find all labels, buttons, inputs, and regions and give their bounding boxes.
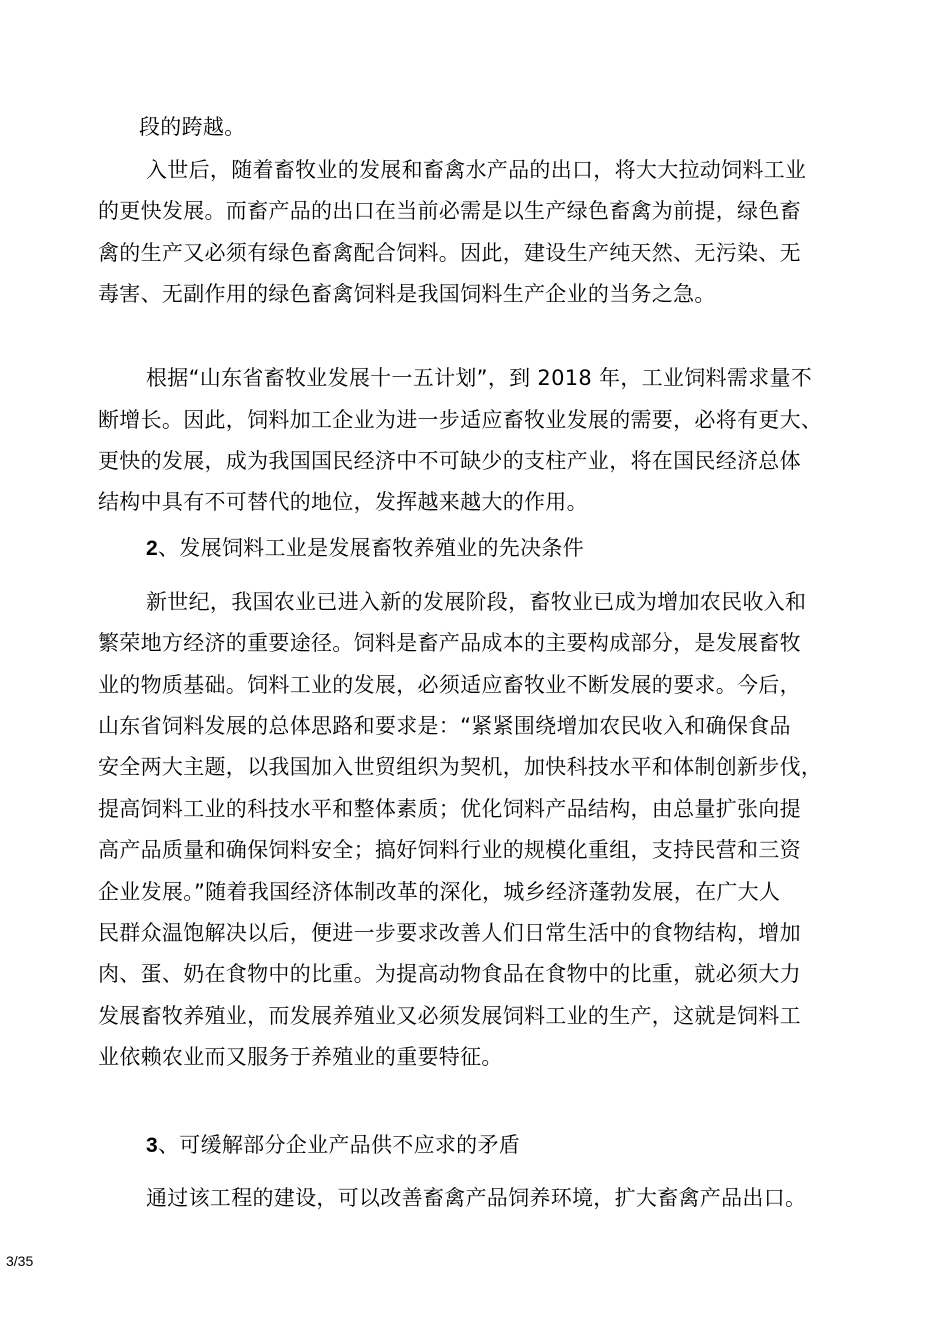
paragraph-line: 提高饲料工业的科技水平和整体素质；优化饲料产品结构，由总量扩张向提	[98, 797, 801, 821]
paragraph-line: 禽的生产又必须有绿色畜禽配合饲料。因此，建设生产纯天然、无污染、无	[98, 241, 801, 265]
section-heading	[146, 1130, 916, 1161]
paragraph-line: 企业发展。”随着我国经济体制改革的深化，城乡经济蓬勃发展，在广大人	[98, 880, 781, 904]
paragraph-line: 肉、蛋、奶在食物中的比重。为提高动物食品在食物中的比重，就必须大力	[98, 962, 801, 986]
paragraph-line: 繁荣地方经济的重要途径。饲料是畜产品成本的主要构成部分，是发展畜牧	[98, 631, 801, 655]
section-number: 3	[146, 1134, 158, 1157]
paragraph-line: 入世后，随着畜牧业的发展和畜禽水产品的出口，将大大拉动饲料工业	[146, 158, 807, 182]
paragraph-line: 新世纪，我国农业已进入新的发展阶段，畜牧业已成为增加农民收入和	[146, 590, 807, 614]
paragraph-line: 民群众温饱解决以后，便进一步要求改善人们日常生活中的食物结构，增加	[98, 921, 801, 945]
paragraph-line: 通过该工程的建设，可以改善畜禽产品饲养环境，扩大畜禽产品出口。	[146, 1186, 807, 1210]
section-title: 、发展饲料工业是发展畜牧养殖业的先决条件	[157, 536, 584, 560]
paragraph-line: 业依赖农业而又服务于养殖业的重要特征。	[98, 1045, 503, 1069]
paragraph-line: 的更快发展。而畜产品的出口在当前必需是以生产绿色畜禽为前提，绿色畜	[98, 199, 801, 223]
page-number: 3/35	[6, 1253, 34, 1269]
paragraph-line: 高产品质量和确保饲料安全；搞好饲料行业的规模化重组，支持民营和三资	[98, 838, 801, 862]
paragraph-line: 结构中具有不可替代的地位，发挥越来越大的作用。	[98, 490, 588, 514]
section-title: 、可缓解部分企业产品供不应求的矛盾	[157, 1133, 521, 1157]
paragraph-line: 山东省饲料发展的总体思路和要求是：“紧紧围绕增加农民收入和确保食品	[98, 714, 791, 738]
paragraph-line: 更快的发展，成为我国国民经济中不可缺少的支柱产业，将在国民经济总体	[98, 449, 801, 473]
section-heading	[146, 533, 916, 564]
paragraph-line: 根据“山东省畜牧业发展十一五计划”，到 2018 年，工业饲料需求量不	[146, 366, 813, 390]
paragraph-line: 段的跨越。	[139, 115, 246, 139]
paragraph-line: 发展畜牧养殖业，而发展养殖业又必须发展饲料工业的生产，这就是饲料工	[98, 1004, 801, 1028]
paragraph-line: 断增长。因此，饲料加工企业为进一步适应畜牧业发展的需要，必将有更大、	[98, 408, 823, 432]
paragraph-line: 毒害、无副作用的绿色畜禽饲料是我国饲料生产企业的当务之急。	[98, 282, 716, 306]
paragraph-line: 业的物质基础。饲料工业的发展，必须适应畜牧业不断发展的要求。今后，	[98, 673, 801, 697]
section-number: 2	[146, 537, 158, 560]
paragraph-line: 安全两大主题，以我国加入世贸组织为契机，加快科技水平和体制创新步伐，	[98, 755, 823, 779]
